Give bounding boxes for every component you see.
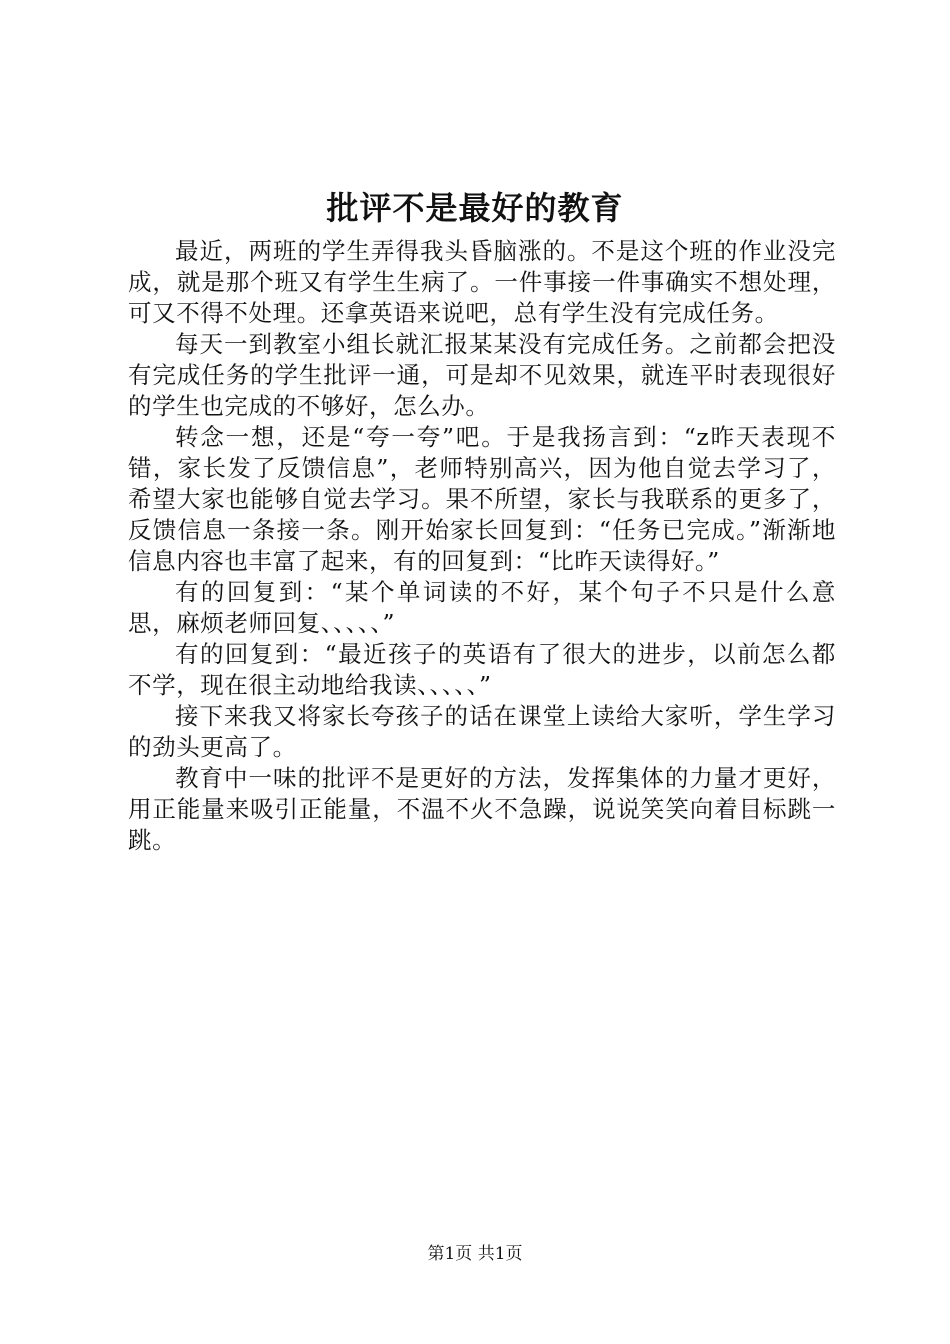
paragraph: 有的回复到：“某个单词读的不好，某个句子不只是什么意思，麻烦老师回复、、、、、” <box>128 578 836 637</box>
document-title: 批评不是最好的教育 <box>326 189 624 227</box>
paragraph: 每天一到教室小组长就汇报某某没有完成任务。之前都会把没有完成任务的学生批评一通，可是却不见效果，就连平时表现很好的学生也完成的不够好，怎么办。 <box>128 330 836 420</box>
page-footer: 第1页 共1页 <box>427 1244 523 1264</box>
paragraph: 接下来我又将家长夸孩子的话在课堂上读给大家听，学生学习的劲头更高了。 <box>128 702 836 761</box>
paragraph: 最近，两班的学生弄得我头昏脑涨的。不是这个班的作业没完成，就是那个班又有学生生病了。一件事接一件事确实不想处理，可又不得不处理。还拿英语来说吧，总有学生没有完成任务。 <box>128 237 836 327</box>
paragraph: 教育中一味的批评不是更好的方法，发挥集体的力量才更好，用正能量来吸引正能量，不温不火不急躁，说说笑笑向着目标跳一跳。 <box>128 764 836 854</box>
paragraph: 转念一想，还是“夸一夸”吧。于是我扬言到：“z昨天表现不错，家长发了反馈信息”，老师特别高兴，因为他自觉去学习了，希望大家也能够自觉去学习。果不所望，家长与我联系的更多了，反馈信息一条接一条。刚开始家长回复到：“任务已完成。”渐渐地信息内容也丰富了起来，有的回复到：“比昨天读得好。” <box>128 423 836 575</box>
document-body <box>128 236 836 856</box>
paragraph: 有的回复到：“最近孩子的英语有了很大的进步，以前怎么都不学，现在很主动地给我读、、、、、” <box>128 640 836 699</box>
